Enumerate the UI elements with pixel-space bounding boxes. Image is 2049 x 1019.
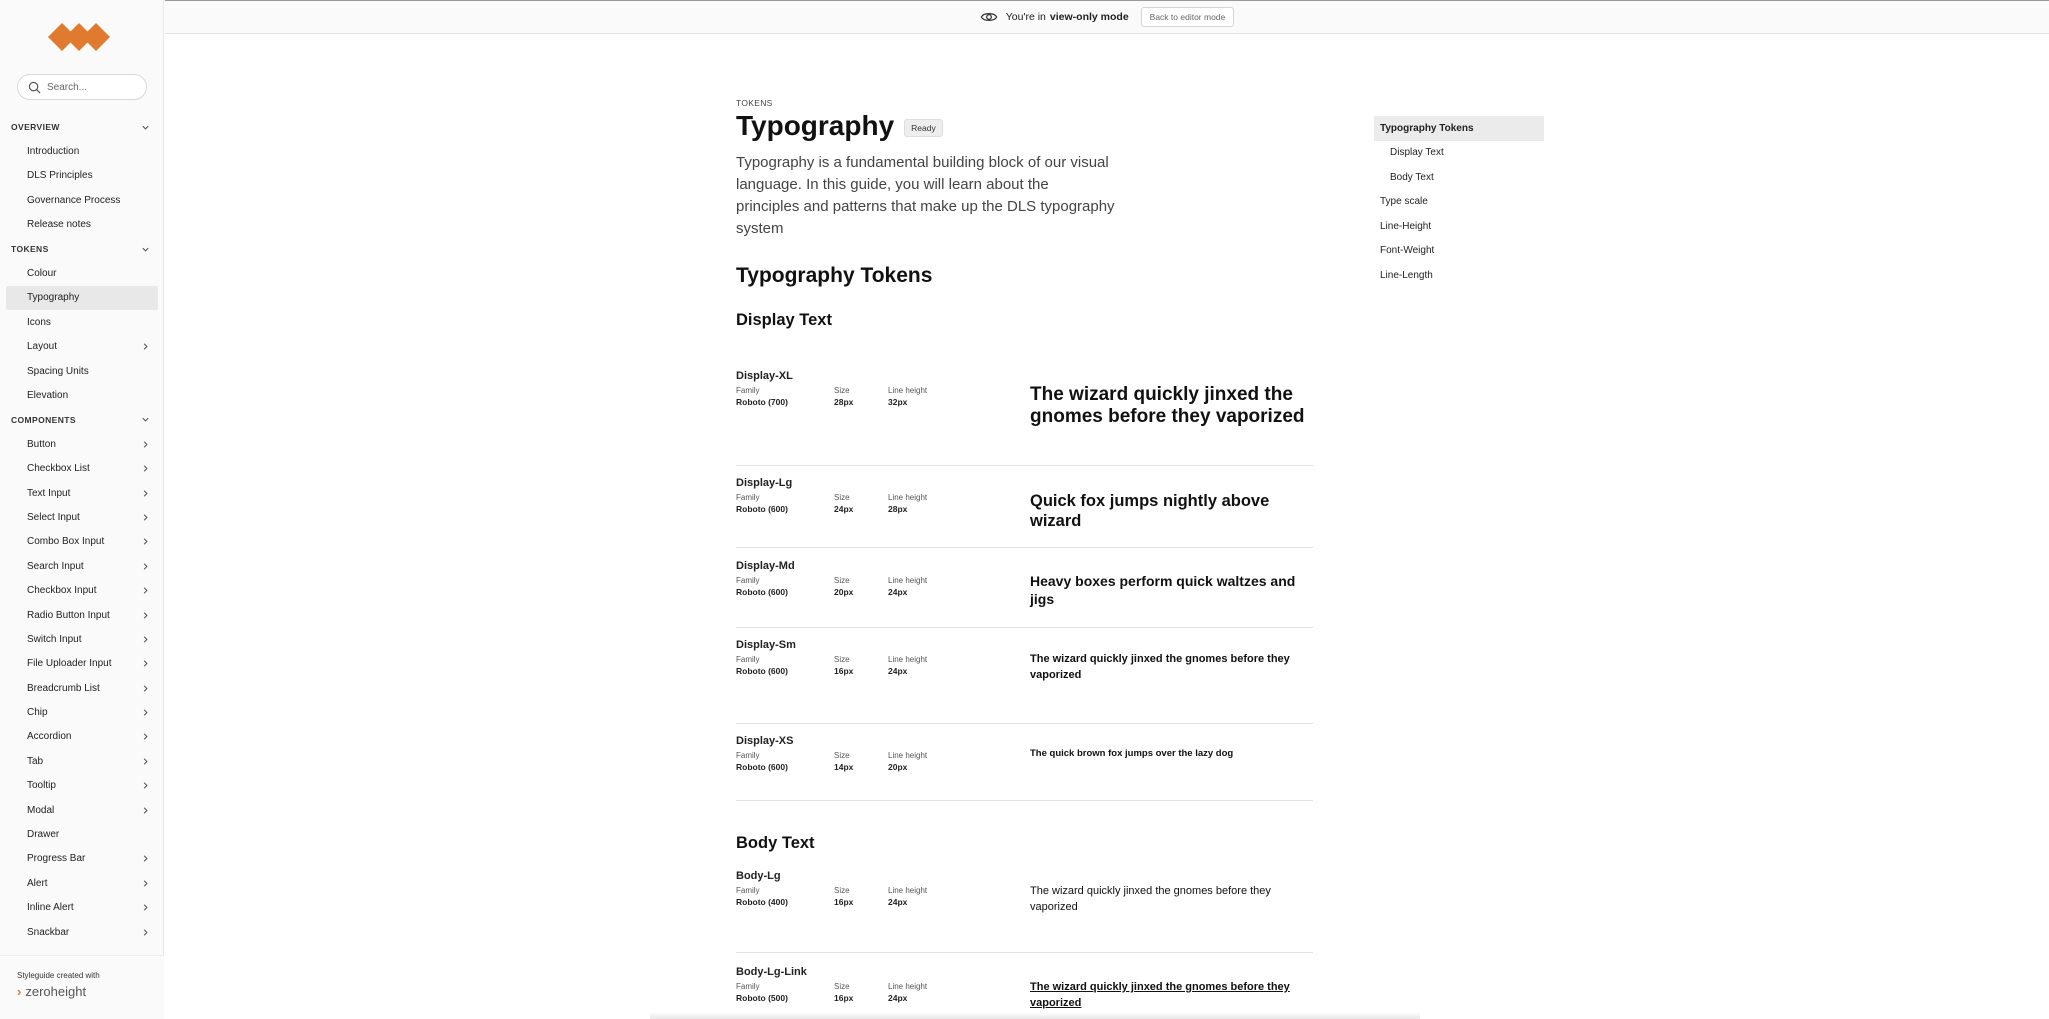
line-height-label: Line height bbox=[888, 982, 928, 991]
token-name: Display-Lg bbox=[736, 477, 793, 489]
line-height-value: 28px bbox=[888, 504, 908, 514]
family-label: Family bbox=[736, 386, 760, 395]
line-height-value: 24px bbox=[888, 666, 908, 676]
sidebar-item-select-input[interactable] bbox=[6, 505, 158, 529]
divider bbox=[736, 800, 1313, 801]
chevron-right-icon bbox=[141, 806, 150, 815]
size-value: 16px bbox=[834, 666, 854, 676]
size-value: 20px bbox=[834, 587, 854, 597]
token-row bbox=[736, 477, 1313, 530]
banner-prefix: You're in bbox=[1005, 11, 1046, 23]
family-label: Family bbox=[736, 982, 760, 991]
sidebar-section-overview[interactable] bbox=[0, 115, 164, 139]
token-name: Display-XL bbox=[736, 370, 793, 382]
size-label: Size bbox=[834, 576, 850, 585]
search-input[interactable] bbox=[47, 82, 137, 93]
sidebar-item-text-input[interactable] bbox=[6, 481, 158, 505]
family-label: Family bbox=[736, 751, 760, 760]
scroll-shadow bbox=[650, 1012, 1420, 1019]
chevron-right-icon bbox=[141, 708, 150, 717]
family-value: Roboto (500) bbox=[736, 993, 788, 1003]
token-row bbox=[736, 370, 1313, 427]
sidebar-item-snackbar[interactable] bbox=[6, 920, 158, 944]
divider bbox=[736, 547, 1313, 548]
sidebar-item-label: Elevation bbox=[27, 389, 69, 401]
token-name: Display-Sm bbox=[736, 639, 796, 651]
size-value: 16px bbox=[834, 897, 854, 907]
chevron-right-icon bbox=[141, 659, 150, 668]
sidebar-item-button[interactable] bbox=[6, 432, 158, 456]
sidebar-item-label: Chip bbox=[27, 707, 48, 719]
page-eyebrow: TOKENS bbox=[736, 98, 773, 108]
token-sample-link[interactable]: The wizard quickly jinxed the gnomes before they vaporized bbox=[1030, 981, 1290, 1009]
chevron-right-icon bbox=[141, 635, 150, 644]
sidebar-item-governance-process[interactable] bbox=[6, 188, 158, 212]
chevron-down-icon bbox=[141, 245, 150, 254]
toc-item-typography-tokens[interactable]: Typography Tokens bbox=[1374, 116, 1544, 141]
status-badge: Ready bbox=[904, 119, 943, 137]
size-value: 24px bbox=[834, 504, 854, 514]
chevron-right-icon bbox=[141, 513, 150, 522]
sidebar-item-tooltip[interactable] bbox=[6, 774, 158, 798]
sidebar-item-alert[interactable] bbox=[6, 871, 158, 895]
token-row bbox=[736, 560, 1313, 607]
sidebar-item-label: Layout bbox=[27, 341, 58, 353]
sidebar-item-radio-button-input[interactable] bbox=[6, 603, 158, 627]
line-height-value: 20px bbox=[888, 762, 908, 772]
line-height-label: Line height bbox=[888, 886, 928, 895]
sidebar-item-tab[interactable] bbox=[6, 749, 158, 773]
family-value: Roboto (700) bbox=[736, 397, 788, 407]
family-value: Roboto (400) bbox=[736, 897, 788, 907]
token-sample: The wizard quickly jinxed the gnomes before they vaporized bbox=[1030, 384, 1305, 427]
sidebar-item-introduction[interactable] bbox=[6, 139, 158, 163]
line-height-label: Line height bbox=[888, 493, 928, 502]
sidebar-section-label: COMPONENTS bbox=[11, 414, 76, 425]
sidebar-item-modal[interactable] bbox=[6, 798, 158, 822]
sidebar bbox=[0, 0, 164, 1019]
sidebar-item-label: Release notes bbox=[27, 219, 91, 231]
sidebar-footer bbox=[0, 955, 164, 1019]
chevron-right-icon bbox=[141, 562, 150, 571]
size-label: Size bbox=[834, 386, 850, 395]
line-height-value: 24px bbox=[888, 993, 908, 1003]
sidebar-item-spacing-units[interactable] bbox=[6, 359, 158, 383]
sidebar-item-label: Introduction bbox=[27, 146, 80, 158]
banner-mode: view-only mode bbox=[1049, 11, 1129, 23]
chevron-right-icon bbox=[141, 757, 150, 766]
sidebar-item-label: Button bbox=[27, 438, 56, 450]
family-value: Roboto (600) bbox=[736, 762, 788, 772]
family-value: Roboto (600) bbox=[736, 504, 788, 514]
chevron-right-icon bbox=[141, 903, 150, 912]
sidebar-item-inline-alert[interactable] bbox=[6, 896, 158, 920]
chevron-right-icon bbox=[141, 684, 150, 693]
body-text-heading: Body Text bbox=[736, 834, 815, 852]
sidebar-item-label: Radio Button Input bbox=[27, 609, 110, 621]
token-row bbox=[736, 966, 1313, 1009]
sidebar-item-label: Governance Process bbox=[27, 194, 121, 206]
family-label: Family bbox=[736, 655, 760, 664]
family-value: Roboto (600) bbox=[736, 666, 788, 676]
search-box[interactable] bbox=[17, 74, 147, 100]
family-label: Family bbox=[736, 886, 760, 895]
toc-item-font-weight[interactable]: Font-Weight bbox=[1380, 245, 1435, 257]
sidebar-item-accordion[interactable] bbox=[6, 725, 158, 749]
page-title: Typography bbox=[736, 110, 895, 141]
token-sample: Quick fox jumps nightly above wizard bbox=[1030, 492, 1270, 530]
token-row bbox=[736, 639, 1313, 681]
sidebar-item-icons[interactable] bbox=[6, 310, 158, 334]
sidebar-item-label: Checkbox Input bbox=[27, 585, 97, 597]
token-sample: Heavy boxes perform quick waltzes and jigs bbox=[1030, 573, 1296, 607]
sidebar-item-file-uploader-input[interactable] bbox=[6, 652, 158, 676]
sidebar-item-label: Icons bbox=[27, 316, 51, 328]
footer-brand: zeroheight bbox=[25, 984, 87, 999]
divider bbox=[736, 723, 1313, 724]
table-of-contents bbox=[1374, 116, 1544, 288]
sidebar-item-label: Alert bbox=[27, 877, 48, 889]
sidebar-item-label: Modal bbox=[27, 804, 55, 816]
line-height-value: 32px bbox=[888, 397, 908, 407]
chevron-right-icon bbox=[141, 781, 150, 790]
size-value: 16px bbox=[834, 993, 854, 1003]
view-only-banner bbox=[165, 0, 2049, 34]
divider bbox=[736, 952, 1313, 953]
token-sample: The wizard quickly jinxed the gnomes before they vaporized bbox=[1030, 885, 1271, 913]
sidebar-item-label: Combo Box Input bbox=[27, 536, 105, 548]
chevron-right-icon bbox=[141, 732, 150, 741]
line-height-value: 24px bbox=[888, 897, 908, 907]
sidebar-item-dls-principles[interactable] bbox=[6, 164, 158, 188]
sidebar-item-label: Checkbox List bbox=[27, 463, 90, 475]
sidebar-item-search-input[interactable] bbox=[6, 554, 158, 578]
sidebar-item-breadcrumb-list[interactable] bbox=[6, 676, 158, 700]
token-row bbox=[736, 870, 1313, 913]
toc-item-display-text[interactable]: Display Text bbox=[1390, 147, 1444, 159]
chevron-right-icon bbox=[141, 928, 150, 937]
toc-item-type-scale[interactable]: Type scale bbox=[1380, 196, 1428, 208]
size-label: Size bbox=[834, 751, 850, 760]
size-label: Size bbox=[834, 886, 850, 895]
sidebar-item-release-notes[interactable] bbox=[6, 213, 158, 237]
sidebar-item-label: Colour bbox=[27, 268, 57, 280]
sidebar-item-label: Breadcrumb List bbox=[27, 682, 100, 694]
sidebar-item-colour[interactable] bbox=[6, 261, 158, 285]
sidebar-item-label: Search Input bbox=[27, 560, 84, 572]
sidebar-item-label: Tooltip bbox=[27, 780, 56, 792]
sidebar-item-label: Progress Bar bbox=[27, 853, 86, 865]
toc-item-body-text[interactable]: Body Text bbox=[1390, 171, 1434, 183]
sidebar-item-label: Accordion bbox=[27, 731, 72, 743]
sidebar-item-elevation[interactable] bbox=[6, 383, 158, 407]
display-text-heading: Display Text bbox=[736, 311, 832, 329]
token-name: Body-Lg bbox=[736, 870, 781, 882]
sidebar-item-checkbox-list[interactable] bbox=[6, 456, 158, 480]
toc-item-line-length[interactable]: Line-Length bbox=[1380, 269, 1433, 281]
token-row bbox=[736, 735, 1313, 772]
brand-logo-icon[interactable] bbox=[48, 18, 116, 56]
chevron-down-icon bbox=[141, 415, 150, 424]
sidebar-item-chip[interactable] bbox=[6, 700, 158, 724]
size-label: Size bbox=[834, 493, 850, 502]
family-value: Roboto (600) bbox=[736, 587, 788, 597]
back-to-editor-button[interactable]: Back to editor mode bbox=[1141, 7, 1235, 27]
sidebar-section-components[interactable] bbox=[0, 408, 164, 432]
sidebar-item-label: Inline Alert bbox=[27, 902, 74, 914]
eye-icon bbox=[980, 8, 998, 26]
sidebar-item-typography[interactable] bbox=[6, 286, 158, 310]
sidebar-item-label: Spacing Units bbox=[27, 365, 89, 377]
size-label: Size bbox=[834, 655, 850, 664]
token-name: Display-Md bbox=[736, 560, 795, 572]
token-name: Body-Lg-Link bbox=[736, 966, 807, 978]
sidebar-item-label: Select Input bbox=[27, 511, 80, 523]
sidebar-item-drawer[interactable] bbox=[6, 822, 158, 846]
sidebar-item-progress-bar[interactable] bbox=[6, 847, 158, 871]
sidebar-section-tokens[interactable] bbox=[0, 237, 164, 261]
zeroheight-logo-icon: › bbox=[17, 984, 22, 999]
line-height-label: Line height bbox=[888, 576, 928, 585]
footer-created-with: Styleguide created with bbox=[17, 971, 100, 980]
sidebar-item-label: Switch Input bbox=[27, 633, 82, 645]
sidebar-item-label: File Uploader Input bbox=[27, 658, 112, 670]
size-label: Size bbox=[834, 982, 850, 991]
line-height-label: Line height bbox=[888, 386, 928, 395]
sidebar-item-combo-box-input[interactable] bbox=[6, 530, 158, 554]
chevron-right-icon bbox=[141, 586, 150, 595]
sidebar-item-label: Text Input bbox=[27, 487, 71, 499]
sidebar-item-label: Snackbar bbox=[27, 926, 70, 938]
divider bbox=[736, 465, 1313, 466]
line-height-label: Line height bbox=[888, 655, 928, 664]
chevron-right-icon bbox=[141, 440, 150, 449]
sidebar-item-checkbox-input[interactable] bbox=[6, 578, 158, 602]
sidebar-nav bbox=[0, 115, 164, 944]
sidebar-item-label: DLS Principles bbox=[27, 170, 93, 182]
family-label: Family bbox=[736, 493, 760, 502]
sidebar-item-label: Drawer bbox=[27, 829, 60, 841]
line-height-label: Line height bbox=[888, 751, 928, 760]
line-height-value: 24px bbox=[888, 587, 908, 597]
chevron-right-icon bbox=[141, 611, 150, 620]
family-label: Family bbox=[736, 576, 760, 585]
divider bbox=[736, 627, 1313, 628]
sidebar-item-label: Tab bbox=[27, 755, 44, 767]
section-title: Typography Tokens bbox=[736, 264, 933, 287]
chevron-right-icon bbox=[141, 879, 150, 888]
search-icon bbox=[28, 81, 41, 94]
sidebar-item-layout[interactable] bbox=[6, 335, 158, 359]
zeroheight-link[interactable] bbox=[17, 984, 164, 999]
size-value: 28px bbox=[834, 397, 854, 407]
chevron-right-icon bbox=[141, 464, 150, 473]
sidebar-item-label: Typography bbox=[27, 292, 80, 304]
sidebar-section-label: OVERVIEW bbox=[11, 122, 60, 133]
toc-item-line-height[interactable]: Line-Height bbox=[1380, 220, 1432, 232]
size-value: 14px bbox=[834, 762, 854, 772]
chevron-right-icon bbox=[141, 854, 150, 863]
chevron-right-icon bbox=[141, 537, 150, 546]
chevron-right-icon bbox=[141, 489, 150, 498]
token-sample: The wizard quickly jinxed the gnomes before they vaporized bbox=[1030, 653, 1290, 681]
token-sample: The quick brown fox jumps over the lazy dog bbox=[1030, 748, 1234, 759]
page-intro: Typography is a fundamental building block of our visual language. In this guide, you will learn about the principles and patterns that make up the DLS typography system bbox=[736, 154, 1115, 237]
sidebar-item-switch-input[interactable] bbox=[6, 627, 158, 651]
chevron-down-icon bbox=[141, 123, 150, 132]
chevron-right-icon bbox=[141, 342, 150, 351]
token-name: Display-XS bbox=[736, 735, 794, 747]
sidebar-section-label: TOKENS bbox=[11, 244, 49, 255]
